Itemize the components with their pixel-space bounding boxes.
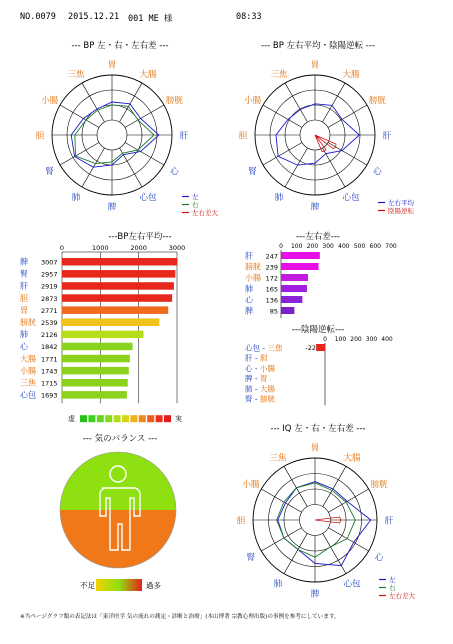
x-tick-label: 0 xyxy=(323,336,327,343)
bp-avg-title: --- BP 左右平均・陰陽逆転 --- xyxy=(261,41,375,51)
value-label: 1743 xyxy=(41,367,58,376)
value-label: -22 xyxy=(305,344,316,352)
yin-yang-title: ---陰陽逆転--- xyxy=(291,325,345,335)
gauge-scale-bar xyxy=(96,579,142,591)
radar-axis-label: 小腸 xyxy=(41,96,59,106)
lr-diff-bar-chart xyxy=(245,240,420,320)
bar xyxy=(316,344,325,351)
radar-axis-label: 肝 xyxy=(179,131,189,142)
x-tick-label: 600 xyxy=(369,243,382,250)
radar-axis-label: 心 xyxy=(374,553,384,563)
patient-name: 001 ME 様 xyxy=(128,14,173,24)
bp-avg-radar xyxy=(213,50,433,225)
scale-swatch xyxy=(88,415,95,422)
radar-axis-label: 大腸 xyxy=(343,453,361,464)
category-label: 心包 xyxy=(20,390,36,400)
radar-axis-label: 肝 xyxy=(382,131,392,142)
ki-balance-title: --- 気のバランス --- xyxy=(82,434,158,444)
category-yang: 胆 xyxy=(259,353,268,363)
radar-axis-label: 膀胱 xyxy=(368,96,386,106)
record-date: 2015.12.21 xyxy=(68,12,120,22)
bp-lr-title: --- BP 左・右・左右差 --- xyxy=(71,41,169,51)
legend-label: 左右差大 xyxy=(192,209,218,217)
value-label: 239 xyxy=(265,263,278,272)
radar-spoke xyxy=(285,148,308,187)
gauge-scale-left: 不足 xyxy=(80,581,95,590)
gauge-upper xyxy=(60,452,176,510)
radar-axis-label: 膀胱 xyxy=(370,480,388,490)
radar-axis-label: 大腸 xyxy=(342,70,360,81)
scale-swatch xyxy=(139,415,146,422)
bp-lr-radar xyxy=(10,50,225,225)
radar-spoke xyxy=(284,533,307,573)
bar xyxy=(62,282,174,290)
x-tick-label: 400 xyxy=(338,243,350,250)
category-label: 心 xyxy=(20,342,28,352)
legend-label: 陰陽逆転 xyxy=(388,207,414,215)
radar-axis-label: 脾 xyxy=(310,202,320,213)
radar-axis-label: 三焦 xyxy=(67,70,85,81)
category-label xyxy=(245,373,267,383)
radar-spoke xyxy=(60,143,99,166)
radar-axis-label: 腎 xyxy=(248,167,257,177)
radar-axis-label: 胃 xyxy=(107,60,117,71)
radar-axis-label: 腎 xyxy=(45,167,54,177)
category-label: 三焦 xyxy=(20,378,36,388)
iq-lr-title: --- IQ 左・右・左右差 --- xyxy=(270,424,366,434)
radar-axis-label: 胆 xyxy=(238,131,248,142)
radar-axis-label: 三焦 xyxy=(270,70,288,81)
category-label: 腎 xyxy=(20,269,28,279)
record-time: 08:33 xyxy=(236,12,262,22)
x-tick-label: 0 xyxy=(279,243,283,250)
radar-axis-label: 腎 xyxy=(246,553,256,563)
legend-label: 左 xyxy=(389,576,396,584)
radar-series-0 xyxy=(276,104,359,165)
radar-axis-label: 膀胱 xyxy=(165,96,183,106)
lr-diff-title: ---左右差--- xyxy=(296,232,340,242)
radar-axis-label: 脾 xyxy=(310,589,320,600)
value-label: 2919 xyxy=(41,282,58,291)
value-label: 1842 xyxy=(41,343,58,352)
gauge-scale-right: 過多 xyxy=(146,581,161,590)
iq-lr-radar xyxy=(213,430,433,608)
category-label: 大腸 xyxy=(20,354,36,364)
scale-swatch xyxy=(105,415,112,422)
radar-spoke xyxy=(125,105,164,128)
bar xyxy=(281,252,320,259)
x-tick-label: 300 xyxy=(365,336,378,343)
category-label: 脾 xyxy=(20,257,28,267)
x-tick-label: 100 xyxy=(290,243,303,250)
radar-spoke xyxy=(263,143,302,166)
radar-spoke xyxy=(323,533,346,573)
radar-axis-label: 三焦 xyxy=(269,453,287,464)
category-label xyxy=(245,343,283,353)
radar-axis-label: 大腸 xyxy=(139,70,157,81)
radar-grid xyxy=(36,61,189,213)
bar xyxy=(281,274,308,281)
record-number: NO.0079 xyxy=(20,12,56,22)
bar xyxy=(281,285,307,292)
category-yin: 腎 - xyxy=(245,394,260,404)
category-yang: 大腸 xyxy=(259,384,275,394)
bar xyxy=(62,331,143,339)
x-tick-label: 100 xyxy=(334,336,347,343)
bar xyxy=(281,296,302,303)
scale-right-label: 実 xyxy=(175,415,182,424)
radar-axis-label: 肺 xyxy=(71,192,81,203)
category-label xyxy=(245,363,275,373)
x-tick-label: 3000 xyxy=(168,244,186,252)
value-label: 136 xyxy=(265,296,278,305)
x-tick-label: 500 xyxy=(353,243,366,250)
category-yin: 肝 - xyxy=(245,353,260,363)
category-label: 心 xyxy=(245,295,253,305)
radar-axis-label: 小腸 xyxy=(244,96,262,106)
bar xyxy=(62,306,168,314)
radar-axis-label: 肺 xyxy=(274,192,284,203)
bar xyxy=(281,307,294,314)
category-label xyxy=(245,354,268,363)
radar-axis-label: 胃 xyxy=(310,60,320,71)
category-yin: 心包 - xyxy=(245,343,268,353)
bar xyxy=(62,294,172,302)
category-yin: 脾 - xyxy=(245,374,260,384)
x-tick-label: 700 xyxy=(385,243,397,250)
radar-axis-label: 心包 xyxy=(139,192,157,203)
category-label xyxy=(245,394,275,404)
value-label: 3007 xyxy=(41,258,58,267)
value-label: 2771 xyxy=(41,306,58,315)
category-yang: 膀胱 xyxy=(259,394,275,404)
category-yin: 心 - xyxy=(245,363,260,373)
bar xyxy=(62,367,129,375)
value-label: 2126 xyxy=(41,331,58,340)
value-label: 85 xyxy=(269,307,278,316)
radar-axis-label: 脾 xyxy=(107,202,117,213)
x-tick-label: 200 xyxy=(350,336,362,343)
radar-axis-label: 心 xyxy=(373,167,382,177)
radar-axis-label: 心包 xyxy=(342,192,360,203)
bar xyxy=(62,270,175,278)
category-yin: 肺 - xyxy=(245,384,260,394)
value-label: 2873 xyxy=(41,294,58,303)
footer-note: ※当ページグラフ類の表記法は「東洋医学 気の流れの測定・診断と治療」(本山博著 宗教心理出版)の事例を参考にしています。 xyxy=(20,614,340,620)
ki-balance-gauge xyxy=(20,440,220,612)
radar-spoke xyxy=(82,83,105,122)
value-label: 2539 xyxy=(41,319,58,327)
radar-axis-label: 肝 xyxy=(384,516,394,527)
value-label: 165 xyxy=(265,285,278,294)
value-label: 2957 xyxy=(41,270,58,279)
category-label: 脾 xyxy=(245,306,253,316)
category-label: 肺 xyxy=(20,330,28,340)
category-label: 小腸 xyxy=(245,273,261,283)
legend-label: 右 xyxy=(389,584,396,592)
bar xyxy=(62,258,177,266)
scale-left-label: 虚 xyxy=(68,415,75,424)
category-yang: 胃 xyxy=(259,374,268,384)
category-label: 肝 xyxy=(20,281,28,291)
bar xyxy=(62,391,127,399)
bp-average-title: ---BP左右平均--- xyxy=(108,232,172,242)
radar-axis-label: 胆 xyxy=(35,131,45,142)
value-label: 1693 xyxy=(41,391,58,400)
x-tick-label: 400 xyxy=(381,336,393,343)
category-label: 肺 xyxy=(245,284,253,294)
category-yang: 小腸 xyxy=(259,363,275,373)
value-label: 247 xyxy=(265,252,278,261)
legend-label: 左 xyxy=(192,193,199,201)
radar-axis-label: 肺 xyxy=(273,579,283,590)
scale-swatch xyxy=(97,415,104,422)
radar-axis-label: 小腸 xyxy=(242,480,260,490)
value-label: 1771 xyxy=(41,355,58,364)
radar-axis-label: 心包 xyxy=(343,579,361,590)
bar xyxy=(62,319,159,327)
radar-series-0 xyxy=(278,482,371,566)
x-tick-label: 200 xyxy=(306,243,319,250)
scale-swatch xyxy=(147,415,154,422)
radar-axis-label: 心 xyxy=(170,167,179,177)
bar xyxy=(62,343,133,351)
scale-swatch xyxy=(114,415,121,422)
category-label xyxy=(245,383,275,393)
category-yang: 三焦 xyxy=(267,343,283,353)
legend-label: 左右差大 xyxy=(389,592,415,600)
bar xyxy=(281,263,319,270)
radar-axis-label: 胃 xyxy=(310,443,320,454)
category-label: 肝 xyxy=(245,251,253,261)
bar xyxy=(62,379,128,387)
bar xyxy=(62,355,130,363)
x-tick-label: 0 xyxy=(59,244,65,252)
radar-spoke xyxy=(120,148,143,187)
x-tick-label: 300 xyxy=(322,243,334,250)
scale-swatch xyxy=(130,415,137,422)
value-label: 172 xyxy=(265,274,278,283)
category-label: 膀胱 xyxy=(20,318,36,327)
radar-ring xyxy=(97,120,127,150)
scale-swatch xyxy=(122,415,129,422)
category-label: 小腸 xyxy=(20,366,36,376)
category-label: 胃 xyxy=(20,305,28,315)
value-label: 1715 xyxy=(41,379,58,388)
category-label: 胆 xyxy=(20,293,28,303)
scale-swatch xyxy=(156,415,163,422)
bp-average-bar-chart xyxy=(10,240,230,425)
x-tick-label: 1000 xyxy=(92,244,109,252)
scale-swatch xyxy=(80,415,87,422)
legend-label: 左右平均 xyxy=(388,199,414,207)
category-label: 膀胱 xyxy=(245,262,261,272)
legend-label: 右 xyxy=(192,201,199,209)
radar-series-0 xyxy=(71,102,159,167)
radar-axis-label: 胆 xyxy=(236,516,246,527)
x-tick-label: 2000 xyxy=(130,244,147,252)
radar-spoke xyxy=(285,83,308,122)
yin-yang-bar-chart xyxy=(245,333,420,413)
radar-spoke xyxy=(323,83,346,122)
scale-swatch xyxy=(164,415,171,422)
radar-spoke xyxy=(263,105,302,128)
